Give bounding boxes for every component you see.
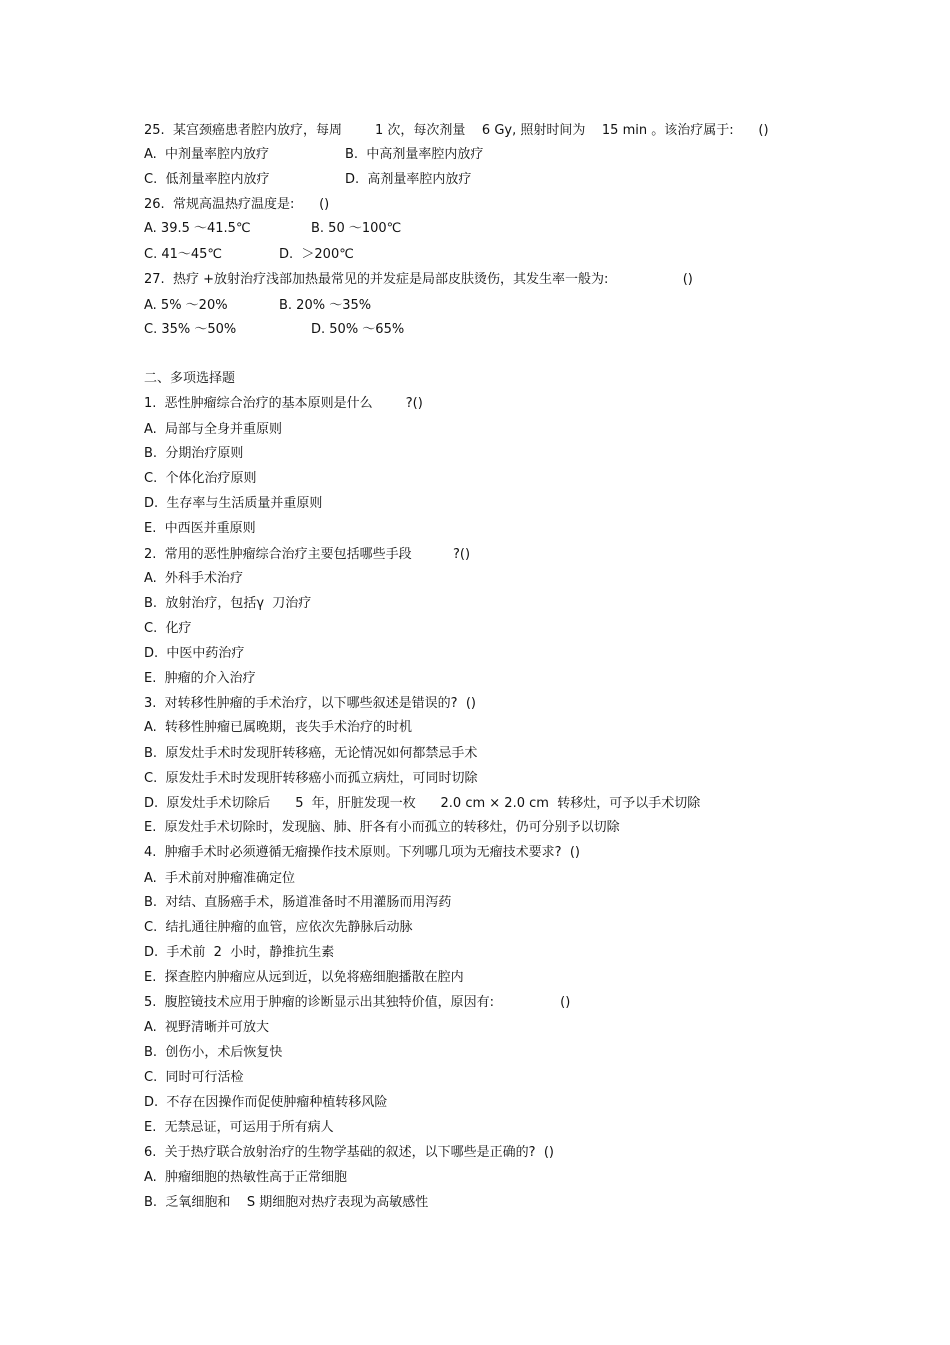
question-25-option-b: B. 中高剂量率腔内放疗 — [345, 147, 484, 162]
question-26-option-d: D. ＞200℃ — [279, 247, 354, 262]
multi-question-4-option: A. 手术前对肿瘤准确定位 — [144, 871, 296, 886]
multi-question-4-option: D. 手术前 2 小时，静推抗生素 — [144, 945, 335, 960]
multi-question-5-option: C. 同时可行活检 — [144, 1070, 244, 1085]
multi-question-1-option: B. 分期治疗原则 — [144, 446, 244, 461]
question-26-stem: 26. 常规高温热疗温度是: () — [144, 197, 330, 212]
multi-question-1-option: C. 个体化治疗原则 — [144, 471, 257, 486]
multi-question-3-option: E. 原发灶手术切除时，发现脑、肺、肝各有小而孤立的转移灶，仍可分别予以切除 — [144, 820, 620, 835]
section-heading: 二、多项选择题 — [144, 371, 236, 386]
multi-question-5-option: B. 创伤小，术后恢复快 — [144, 1045, 283, 1060]
multi-question-5-option: A. 视野清晰并可放大 — [144, 1020, 270, 1035]
multi-question-2-option: C. 化疗 — [144, 621, 192, 636]
multi-question-2-stem: 2. 常用的恶性肿瘤综合治疗主要包括哪些手段 ?() — [144, 547, 471, 562]
multi-question-2-option: B. 放射治疗，包括γ 刀治疗 — [144, 596, 312, 611]
multi-question-4-option: E. 探查腔内肿瘤应从远到近，以免将癌细胞播散在腔内 — [144, 970, 464, 985]
multi-question-3-option: C. 原发灶手术时发现肝转移癌小而孤立病灶，可同时切除 — [144, 771, 478, 786]
question-27-option-d: D. 50% ～65% — [311, 322, 405, 337]
multi-question-6-option: A. 肿瘤细胞的热敏性高于正常细胞 — [144, 1170, 348, 1185]
question-26-option-c: C. 41～45℃ — [144, 247, 223, 262]
multi-question-2-option: E. 肿瘤的介入治疗 — [144, 671, 256, 686]
multi-question-1-stem: 1. 恶性肿瘤综合治疗的基本原则是什么 ?() — [144, 396, 423, 411]
question-25-option-c: C. 低剂量率腔内放疗 — [144, 172, 270, 187]
question-26-option-a: A. 39.5 ～41.5℃ — [144, 221, 251, 236]
multi-question-3-stem: 3. 对转移性肿瘤的手术治疗，以下哪些叙述是错误的? () — [144, 696, 476, 711]
multi-question-1-option: D. 生存率与生活质量并重原则 — [144, 496, 323, 511]
multi-question-3-option: B. 原发灶手术时发现肝转移癌，无论情况如何都禁忌手术 — [144, 746, 478, 761]
multi-question-2-option: A. 外科手术治疗 — [144, 571, 244, 586]
question-27-stem: 27. 热疗 +放射治疗浅部加热最常见的并发症是局部皮肤烫伤，其发生率一般为: () — [144, 272, 693, 287]
multi-question-1-option: A. 局部与全身并重原则 — [144, 422, 283, 437]
question-26-option-b: B. 50 ～100℃ — [311, 221, 402, 236]
question-27-option-c: C. 35% ～50% — [144, 322, 237, 337]
multi-question-3-option: D. 原发灶手术切除后 5 年，肝脏发现一枚 2.0 cm × 2.0 cm 转移灶，可予以手术切除 — [144, 796, 701, 811]
question-27-option-b: B. 20% ～35% — [279, 298, 372, 313]
multi-question-6-stem: 6. 关于热疗联合放射治疗的生物学基础的叙述，以下哪些是正确的? () — [144, 1145, 554, 1160]
question-27-option-a: A. 5% ～20% — [144, 298, 228, 313]
question-25-option-a: A. 中剂量率腔内放疗 — [144, 147, 270, 162]
multi-question-6-option: B. 乏氧细胞和 S 期细胞对热疗表现为高敏感性 — [144, 1195, 429, 1210]
multi-question-4-stem: 4. 肿瘤手术时必须遵循无瘤操作技术原则。下列哪几项为无瘤技术要求? () — [144, 845, 580, 860]
multi-question-1-option: E. 中西医并重原则 — [144, 521, 256, 536]
multi-question-5-option: E. 无禁忌证，可运用于所有病人 — [144, 1120, 334, 1135]
multi-question-5-stem: 5. 腹腔镜技术应用于肿瘤的诊断显示出其独特价值，原因有: () — [144, 995, 571, 1010]
multi-question-4-option: B. 对结、直肠癌手术，肠道准备时不用灌肠而用泻药 — [144, 895, 452, 910]
question-25-stem: 25. 某宫颈癌患者腔内放疗，每周 1 次，每次剂量 6 Gy, 照射时间为 15 min 。该治疗属于: () — [144, 123, 769, 138]
multi-question-4-option: C. 结扎通往肿瘤的血管，应依次先静脉后动脉 — [144, 920, 413, 935]
question-25-option-d: D. 高剂量率腔内放疗 — [345, 172, 472, 187]
multi-question-3-option: A. 转移性肿瘤已属晚期，丧失手术治疗的时机 — [144, 720, 413, 735]
multi-question-2-option: D. 中医中药治疗 — [144, 646, 245, 661]
multi-question-5-option: D. 不存在因操作而促使肿瘤种植转移风险 — [144, 1095, 388, 1110]
